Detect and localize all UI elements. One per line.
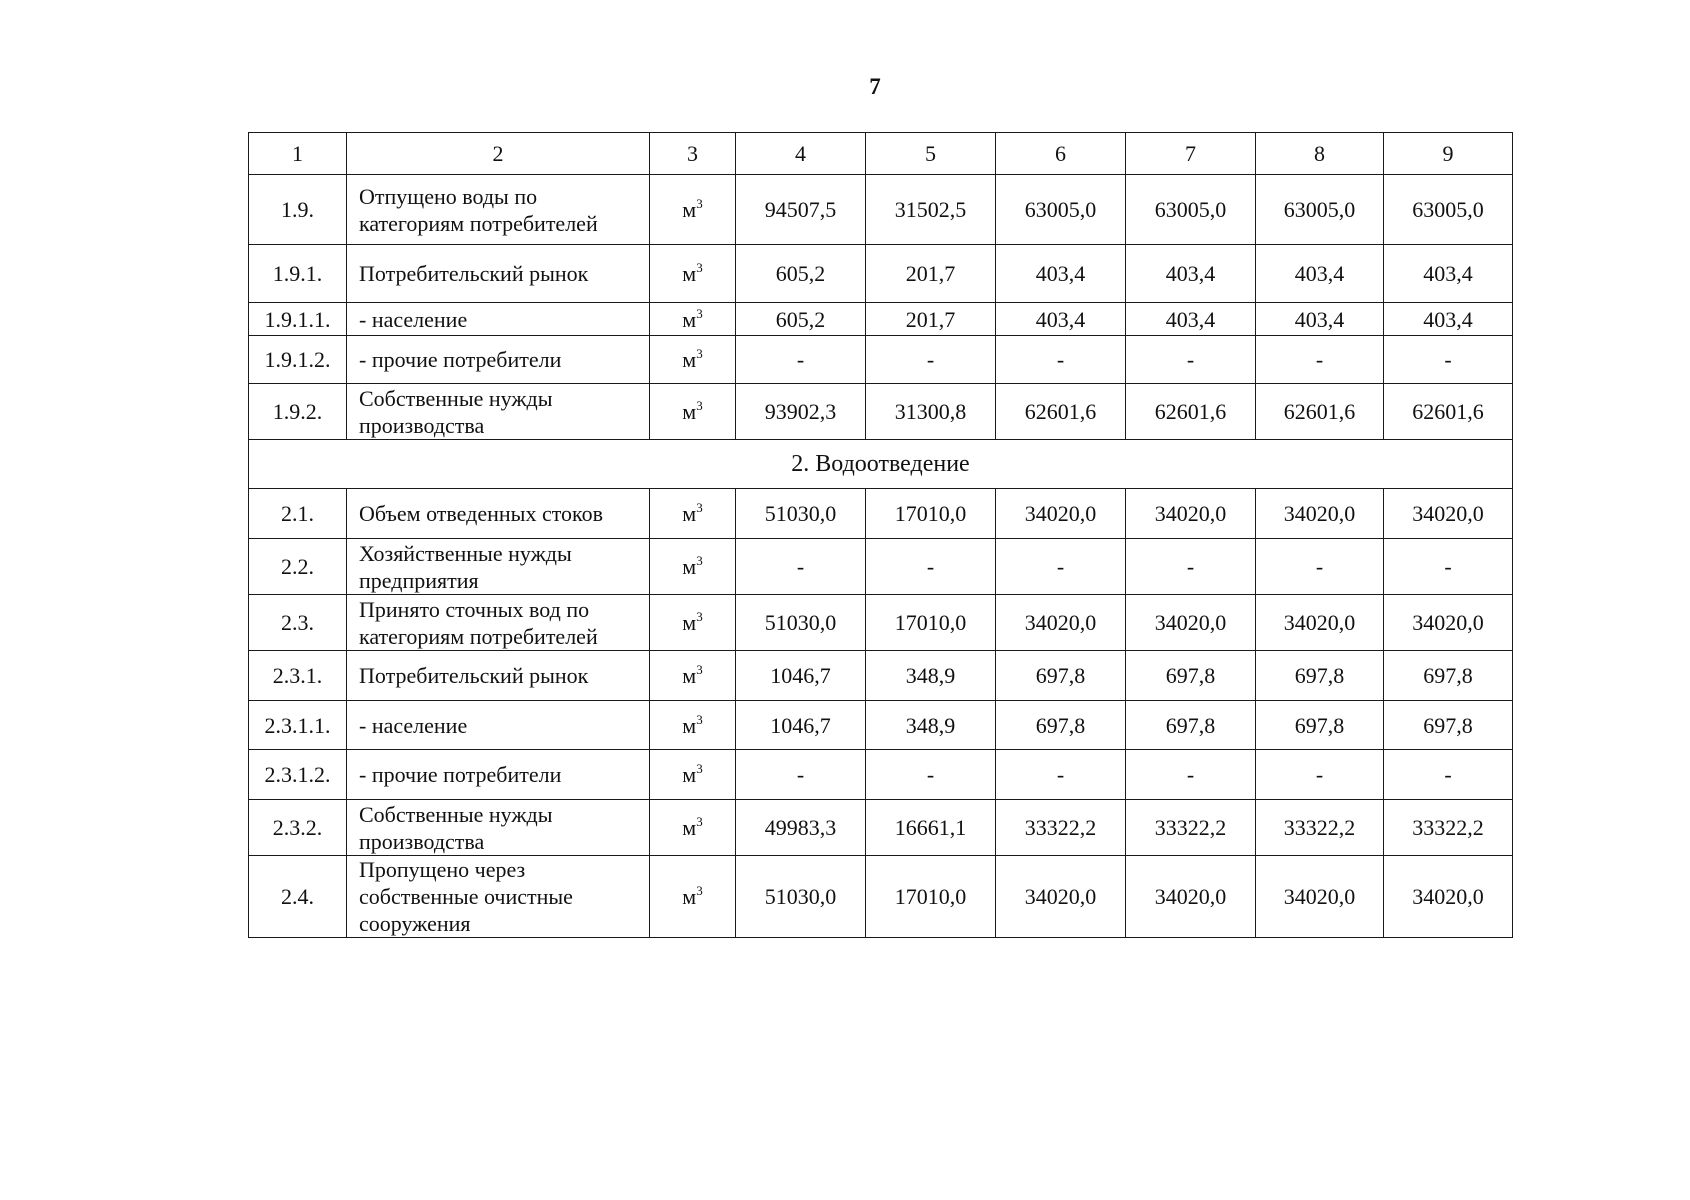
row-unit	[650, 750, 736, 800]
value-cell: 17010,0	[866, 489, 996, 539]
table-row	[249, 539, 1513, 595]
value-cell: 33322,2	[1126, 800, 1256, 856]
row-unit	[650, 651, 736, 701]
row-name: - прочие потребители	[347, 750, 650, 800]
row-unit	[650, 303, 736, 336]
value-cell: 63005,0	[1384, 175, 1513, 245]
value-cell: 62601,6	[996, 384, 1126, 440]
row-name: Собственные нужды производства	[347, 384, 650, 440]
row-number: 2.1.	[249, 489, 347, 539]
value-cell: 62601,6	[1384, 384, 1513, 440]
value-cell: 34020,0	[1384, 489, 1513, 539]
value-cell: 403,4	[1384, 245, 1513, 303]
value-cell: 1046,7	[736, 651, 866, 701]
value-cell: 605,2	[736, 303, 866, 336]
value-cell: 16661,1	[866, 800, 996, 856]
row-name: Принято сточных вод по категориям потребителей	[347, 595, 650, 651]
row-name: Объем отведенных стоков	[347, 489, 650, 539]
table-row	[249, 245, 1513, 303]
value-cell: -	[1126, 750, 1256, 800]
row-number: 1.9.2.	[249, 384, 347, 440]
unit-power: 3	[696, 711, 703, 727]
value-cell: -	[1256, 336, 1384, 384]
value-cell: -	[996, 336, 1126, 384]
unit-base: м	[682, 554, 697, 579]
row-name: - население	[347, 701, 650, 750]
unit-power: 3	[696, 553, 703, 568]
table-body	[249, 133, 1513, 938]
value-cell: 17010,0	[866, 595, 996, 651]
value-cell: 403,4	[1384, 303, 1513, 336]
column-header: 4	[736, 133, 866, 175]
table-row	[249, 750, 1513, 800]
row-name: Потребительский рынок	[347, 245, 650, 303]
value-cell: 51030,0	[736, 595, 866, 651]
value-cell: 17010,0	[866, 856, 996, 938]
value-cell: -	[1126, 539, 1256, 595]
unit-power: 3	[696, 500, 703, 515]
value-cell: 31300,8	[866, 384, 996, 440]
section-title: 2. Водоотведение	[249, 440, 1513, 489]
row-number: 2.2.	[249, 539, 347, 595]
unit-power: 3	[696, 662, 703, 677]
row-unit	[650, 384, 736, 440]
row-number: 2.3.1.	[249, 651, 347, 701]
value-cell: 34020,0	[996, 856, 1126, 938]
unit-base: м	[682, 347, 697, 372]
row-unit	[650, 800, 736, 856]
row-number: 2.3.1.2.	[249, 750, 347, 800]
value-cell: -	[1126, 336, 1256, 384]
value-cell: 34020,0	[1126, 595, 1256, 651]
value-cell: 93902,3	[736, 384, 866, 440]
value-cell: 403,4	[1126, 245, 1256, 303]
row-number: 2.4.	[249, 856, 347, 938]
unit-base: м	[682, 884, 697, 909]
row-number: 2.3.1.1.	[249, 701, 347, 750]
value-cell: 403,4	[1256, 245, 1384, 303]
value-cell: -	[996, 750, 1126, 800]
row-unit	[650, 539, 736, 595]
value-cell: 34020,0	[1256, 856, 1384, 938]
row-name: - население	[347, 303, 650, 336]
unit-power: 3	[696, 196, 703, 211]
row-unit	[650, 175, 736, 245]
value-cell: 697,8	[1384, 651, 1513, 701]
value-cell: 31502,5	[866, 175, 996, 245]
row-name: Отпущено воды по категориям потребителей	[347, 175, 650, 245]
value-cell: 34020,0	[1256, 489, 1384, 539]
value-cell: 403,4	[1126, 303, 1256, 336]
value-cell: 403,4	[1256, 303, 1384, 336]
unit-power: 3	[696, 346, 703, 361]
table-row	[249, 595, 1513, 651]
value-cell: 51030,0	[736, 489, 866, 539]
value-cell: 34020,0	[996, 595, 1126, 651]
row-name: Пропущено через собственные очистные сооружения	[347, 856, 650, 938]
row-unit	[650, 336, 736, 384]
value-cell: 63005,0	[996, 175, 1126, 245]
row-unit	[650, 595, 736, 651]
row-name: Собственные нужды производства	[347, 800, 650, 856]
value-cell: 201,7	[866, 245, 996, 303]
value-cell: -	[1384, 750, 1513, 800]
value-cell: -	[1256, 539, 1384, 595]
value-cell: 62601,6	[1126, 384, 1256, 440]
value-cell: 605,2	[736, 245, 866, 303]
row-unit	[650, 245, 736, 303]
value-cell: 34020,0	[1384, 595, 1513, 651]
value-cell: 33322,2	[1256, 800, 1384, 856]
unit-base: м	[682, 610, 697, 635]
value-cell: 34020,0	[1256, 595, 1384, 651]
column-header: 7	[1126, 133, 1256, 175]
unit-power: 3	[696, 305, 703, 321]
unit-power: 3	[696, 398, 703, 413]
unit-power: 3	[696, 814, 703, 829]
unit-base: м	[682, 197, 697, 222]
table-row	[249, 701, 1513, 750]
value-cell: 403,4	[996, 245, 1126, 303]
value-cell: 63005,0	[1126, 175, 1256, 245]
value-cell: -	[866, 750, 996, 800]
page-number: 7	[869, 74, 881, 99]
value-cell: 34020,0	[1384, 856, 1513, 938]
value-cell: -	[736, 750, 866, 800]
row-number: 1.9.1.	[249, 245, 347, 303]
value-cell: -	[996, 539, 1126, 595]
value-cell: 33322,2	[996, 800, 1126, 856]
table-header-row	[249, 133, 1513, 175]
row-unit	[650, 701, 736, 750]
unit-base: м	[682, 663, 697, 688]
value-cell: 348,9	[866, 701, 996, 750]
value-cell: 201,7	[866, 303, 996, 336]
value-cell: 697,8	[1126, 701, 1256, 750]
column-header: 3	[650, 133, 736, 175]
value-cell: 34020,0	[1126, 489, 1256, 539]
row-number: 1.9.1.1.	[249, 303, 347, 336]
row-number: 1.9.1.2.	[249, 336, 347, 384]
value-cell: 697,8	[1256, 651, 1384, 701]
value-cell: -	[736, 539, 866, 595]
value-cell: 697,8	[1384, 701, 1513, 750]
value-cell: -	[1256, 750, 1384, 800]
value-cell: 697,8	[996, 651, 1126, 701]
unit-base: м	[682, 306, 697, 332]
unit-power: 3	[696, 260, 703, 275]
value-cell: 62601,6	[1256, 384, 1384, 440]
unit-power: 3	[696, 883, 703, 898]
value-cell: 33322,2	[1384, 800, 1513, 856]
unit-base: м	[682, 399, 697, 424]
table-row	[249, 800, 1513, 856]
value-cell: -	[1384, 539, 1513, 595]
column-header: 9	[1384, 133, 1513, 175]
unit-base: м	[682, 762, 697, 787]
unit-base: м	[682, 501, 697, 526]
row-number: 2.3.	[249, 595, 347, 651]
row-name: Потребительский рынок	[347, 651, 650, 701]
table-row	[249, 651, 1513, 701]
unit-power: 3	[696, 761, 703, 776]
table-row	[249, 489, 1513, 539]
table-row	[249, 856, 1513, 938]
row-name: - прочие потребители	[347, 336, 650, 384]
column-header: 6	[996, 133, 1126, 175]
value-cell: 403,4	[996, 303, 1126, 336]
table-row	[249, 175, 1513, 245]
row-number: 2.3.2.	[249, 800, 347, 856]
unit-base: м	[682, 261, 697, 286]
value-cell: -	[866, 539, 996, 595]
value-cell: 94507,5	[736, 175, 866, 245]
table-row	[249, 336, 1513, 384]
row-number: 1.9.	[249, 175, 347, 245]
value-cell: 34020,0	[1126, 856, 1256, 938]
value-cell: 348,9	[866, 651, 996, 701]
column-header: 5	[866, 133, 996, 175]
value-cell: -	[1384, 336, 1513, 384]
row-unit	[650, 489, 736, 539]
table-row	[249, 303, 1513, 336]
value-cell: 1046,7	[736, 701, 866, 750]
value-cell: 63005,0	[1256, 175, 1384, 245]
value-cell: 697,8	[1126, 651, 1256, 701]
table-row	[249, 384, 1513, 440]
row-unit	[650, 856, 736, 938]
row-name: Хозяйственные нужды предприятия	[347, 539, 650, 595]
value-cell: 51030,0	[736, 856, 866, 938]
column-header: 1	[249, 133, 347, 175]
column-header: 2	[347, 133, 650, 175]
column-header: 8	[1256, 133, 1384, 175]
data-table	[248, 132, 1513, 938]
value-cell: 697,8	[996, 701, 1126, 750]
value-cell: 697,8	[1256, 701, 1384, 750]
unit-base: м	[682, 712, 697, 738]
unit-power: 3	[696, 609, 703, 624]
value-cell: 49983,3	[736, 800, 866, 856]
value-cell: -	[736, 336, 866, 384]
value-cell: 34020,0	[996, 489, 1126, 539]
section-row	[249, 440, 1513, 489]
unit-base: м	[682, 815, 697, 840]
value-cell: -	[866, 336, 996, 384]
